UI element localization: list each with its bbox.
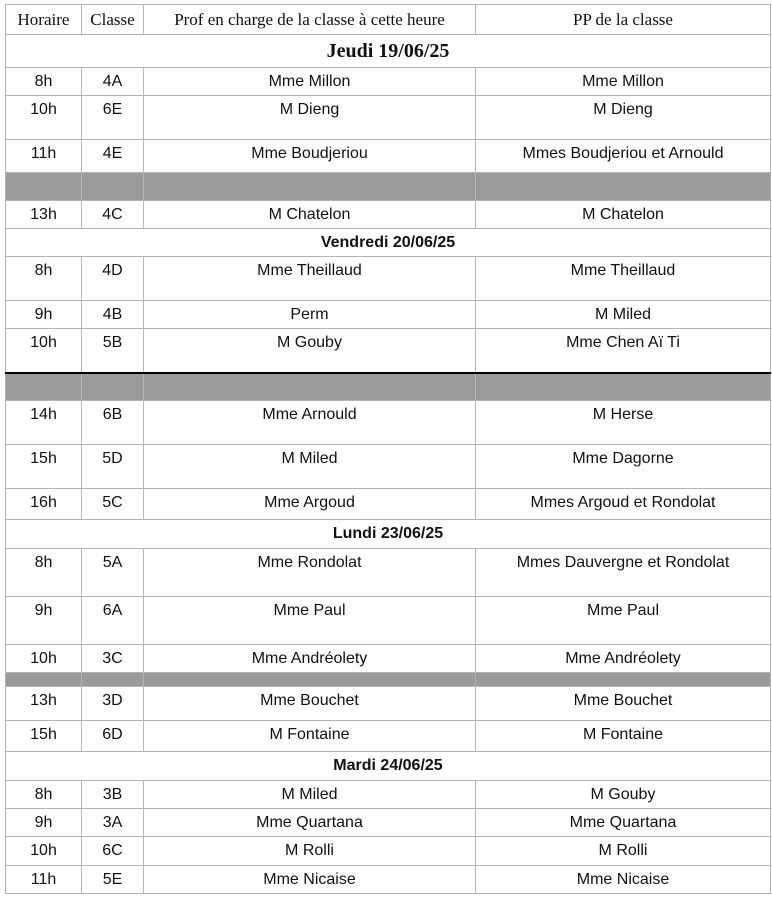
time-cell: 16h — [6, 489, 82, 520]
table-row — [6, 401, 771, 445]
pp-cell: Mme Chen Aï Ti — [476, 329, 771, 373]
pp-cell: M Chatelon — [476, 201, 771, 229]
prof-cell: M Gouby — [144, 329, 476, 373]
table-row — [6, 549, 771, 597]
table-row — [6, 489, 771, 520]
time-cell: 15h — [6, 445, 82, 489]
table-row — [6, 687, 771, 721]
class-cell: 4C — [82, 201, 144, 229]
time-cell: 9h — [6, 301, 82, 329]
header-classe: Classe — [82, 5, 144, 35]
table-row — [6, 645, 771, 673]
time-cell: 8h — [6, 68, 82, 96]
pp-cell: Mme Paul — [476, 597, 771, 645]
class-cell: 3B — [82, 781, 144, 809]
break-cell — [144, 373, 476, 401]
break-cell — [82, 673, 144, 687]
pp-cell: M Herse — [476, 401, 771, 445]
prof-cell: Mme Arnould — [144, 401, 476, 445]
class-cell: 5B — [82, 329, 144, 373]
prof-cell: Perm — [144, 301, 476, 329]
table-row — [6, 140, 771, 173]
prof-cell: Mme Boudjeriou — [144, 140, 476, 173]
prof-cell: M Miled — [144, 781, 476, 809]
prof-cell: M Dieng — [144, 96, 476, 140]
header-row — [6, 5, 771, 35]
break-cell — [6, 173, 82, 201]
time-cell: 13h — [6, 687, 82, 721]
pp-cell: M Rolli — [476, 837, 771, 866]
pp-cell: Mme Millon — [476, 68, 771, 96]
header-horaire: Horaire — [6, 5, 82, 35]
break-cell — [6, 373, 82, 401]
pp-cell: Mmes Dauvergne et Rondolat — [476, 549, 771, 597]
time-cell: 10h — [6, 645, 82, 673]
prof-cell: Mme Theillaud — [144, 257, 476, 301]
class-cell: 3C — [82, 645, 144, 673]
class-cell: 5A — [82, 549, 144, 597]
prof-cell: Mme Bouchet — [144, 687, 476, 721]
break-cell — [476, 373, 771, 401]
time-cell: 9h — [6, 597, 82, 645]
day-row — [6, 520, 771, 549]
pp-cell: Mme Quartana — [476, 809, 771, 837]
pp-cell: Mme Bouchet — [476, 687, 771, 721]
class-cell: 3D — [82, 687, 144, 721]
class-cell: 6D — [82, 721, 144, 752]
break-cell — [6, 673, 82, 687]
table-row — [6, 201, 771, 229]
prof-cell: M Chatelon — [144, 201, 476, 229]
time-cell: 8h — [6, 549, 82, 597]
time-cell: 11h — [6, 866, 82, 894]
pp-cell: Mme Theillaud — [476, 257, 771, 301]
table-row — [6, 329, 771, 373]
day-title: Lundi 23/06/25 — [6, 520, 771, 549]
time-cell: 8h — [6, 257, 82, 301]
class-cell: 5D — [82, 445, 144, 489]
prof-cell: M Miled — [144, 445, 476, 489]
pp-cell: M Miled — [476, 301, 771, 329]
prof-cell: Mme Rondolat — [144, 549, 476, 597]
day-row — [6, 229, 771, 257]
pp-cell: Mme Nicaise — [476, 866, 771, 894]
prof-cell: M Fontaine — [144, 721, 476, 752]
pp-cell: Mmes Boudjeriou et Arnould — [476, 140, 771, 173]
class-cell: 4E — [82, 140, 144, 173]
time-cell: 15h — [6, 721, 82, 752]
time-cell: 13h — [6, 201, 82, 229]
time-cell: 9h — [6, 809, 82, 837]
time-cell: 14h — [6, 401, 82, 445]
class-cell: 4B — [82, 301, 144, 329]
prof-cell: Mme Millon — [144, 68, 476, 96]
day-title: Vendredi 20/06/25 — [6, 229, 771, 257]
break-cell — [476, 173, 771, 201]
prof-cell: Mme Nicaise — [144, 866, 476, 894]
prof-cell: Mme Argoud — [144, 489, 476, 520]
class-cell: 4A — [82, 68, 144, 96]
class-cell: 5C — [82, 489, 144, 520]
time-cell: 10h — [6, 96, 82, 140]
table-row — [6, 445, 771, 489]
table-row — [6, 781, 771, 809]
prof-cell: M Rolli — [144, 837, 476, 866]
break-cell — [144, 173, 476, 201]
pp-cell: M Gouby — [476, 781, 771, 809]
schedule-table — [5, 4, 771, 894]
break-cell — [82, 373, 144, 401]
class-cell: 6E — [82, 96, 144, 140]
class-cell: 5E — [82, 866, 144, 894]
pp-cell: Mme Andréolety — [476, 645, 771, 673]
table-row — [6, 96, 771, 140]
day-title: Mardi 24/06/25 — [6, 752, 771, 781]
prof-cell: Mme Quartana — [144, 809, 476, 837]
pp-cell: Mmes Argoud et Rondolat — [476, 489, 771, 520]
break-cell — [476, 673, 771, 687]
break-row — [6, 673, 771, 687]
day-row — [6, 752, 771, 781]
table-row — [6, 866, 771, 894]
day-row — [6, 35, 771, 68]
time-cell: 11h — [6, 140, 82, 173]
time-cell: 10h — [6, 837, 82, 866]
break-cell — [144, 673, 476, 687]
table-row — [6, 301, 771, 329]
prof-cell: Mme Paul — [144, 597, 476, 645]
table-row — [6, 721, 771, 752]
pp-cell: Mme Dagorne — [476, 445, 771, 489]
day-title: Jeudi 19/06/25 — [6, 35, 771, 68]
time-cell: 10h — [6, 329, 82, 373]
header-prof: Prof en charge de la classe à cette heure — [144, 5, 476, 35]
class-cell: 3A — [82, 809, 144, 837]
table-row — [6, 68, 771, 96]
pp-cell: M Dieng — [476, 96, 771, 140]
break-cell — [82, 173, 144, 201]
class-cell: 6B — [82, 401, 144, 445]
class-cell: 6C — [82, 837, 144, 866]
break-row — [6, 173, 771, 201]
table-row — [6, 597, 771, 645]
break-row — [6, 373, 771, 401]
time-cell: 8h — [6, 781, 82, 809]
pp-cell: M Fontaine — [476, 721, 771, 752]
class-cell: 4D — [82, 257, 144, 301]
class-cell: 6A — [82, 597, 144, 645]
table-row — [6, 837, 771, 866]
table-row — [6, 809, 771, 837]
prof-cell: Mme Andréolety — [144, 645, 476, 673]
header-pp: PP de la classe — [476, 5, 771, 35]
table-row — [6, 257, 771, 301]
